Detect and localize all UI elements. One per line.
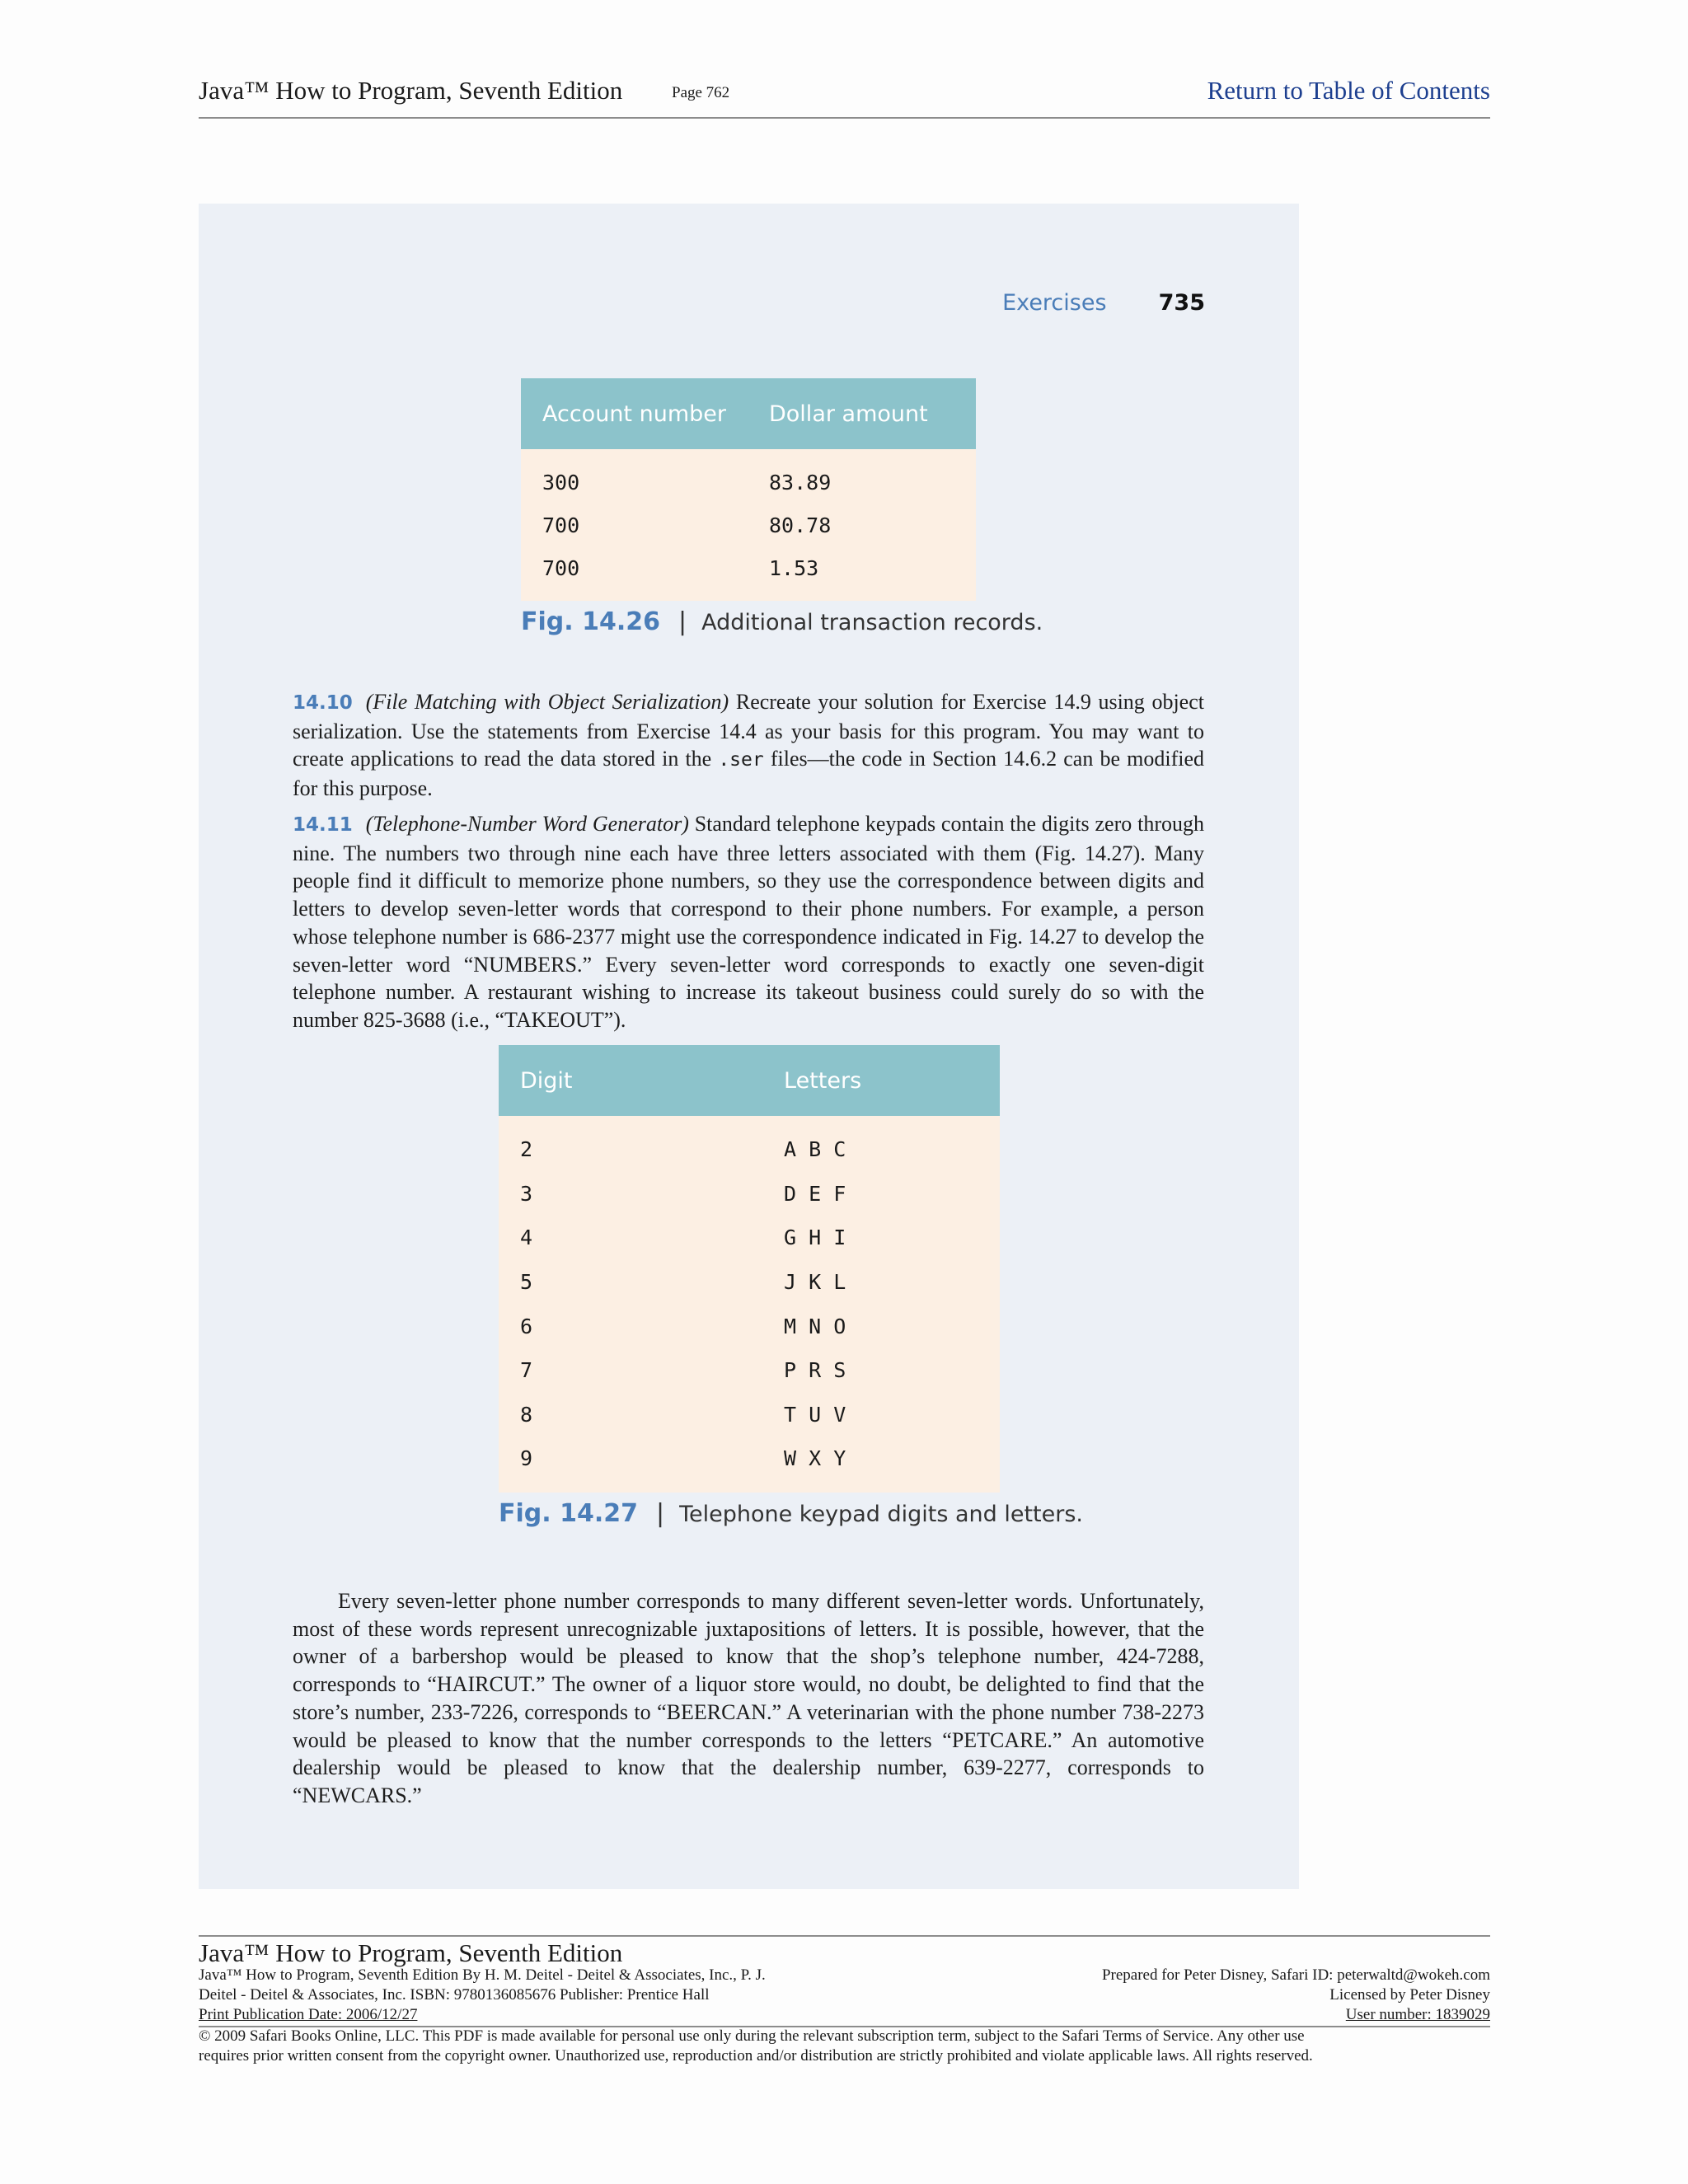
exercise-title: (Telephone-Number Word Generator) bbox=[365, 812, 689, 836]
figure-caption-text: Additional transaction records. bbox=[701, 610, 1043, 635]
table-cell: 700 bbox=[542, 555, 580, 580]
top-header bbox=[199, 76, 1490, 119]
footer-licensed-by: Licensed by Peter Disney bbox=[1329, 1986, 1490, 2004]
table-cell: D E F bbox=[784, 1181, 846, 1206]
column-header: Letters bbox=[784, 1067, 862, 1094]
exercise-number: 14.10 bbox=[293, 692, 353, 714]
table-cell: 4 bbox=[520, 1226, 533, 1250]
page-panel bbox=[199, 204, 1299, 1889]
section-name: Exercises bbox=[1002, 290, 1107, 316]
exercise-14-10 bbox=[293, 688, 1204, 803]
inline-code: .ser bbox=[718, 749, 764, 771]
table-cell: W X Y bbox=[784, 1446, 846, 1471]
table-header-row bbox=[521, 378, 976, 449]
exercise-text: Standard telephone keypads contain the digits zero through nine. The numbers two through nine each have three letters associated with them (Fig. 14.27). Many people find it difficult to memorize phone numbers, so they use the correspondence between digits and letters to develop seven-letter words that correspond to their phone numbers. For example, a person whose telephone number is 686-2377 might use the correspondence indicated in Fig. 14.27 to develop the seven-letter word “NUMBERS.” Every seven-letter word corresponds to exactly one seven-digit telephone number. A restaurant wishing to increase its takeout business could surely do so with the number 825-3688 (i.e., “TAKEOUT”). bbox=[293, 812, 1204, 1032]
table-row bbox=[499, 1393, 1000, 1437]
table-cell: T U V bbox=[784, 1402, 846, 1427]
body-paragraph: Every seven-letter phone number corresponds to many different seven-letter words. Unfortunately, most of these words represent unrecognizable juxtapositions of letters. It is possible, however, that the owner of a barbershop would be pleased to know that the shop’s telephone number, 424-7288, corresponds to “HAIRCUT.” The owner of a liquor store would, no doubt, be delighted to find that the store’s number, 233-7226, corresponds to “BEERCAN.” A veterinarian with the phone number 738-2273 would be pleased to know that the number corresponds to the letters “PETCARE.” An automotive dealership would be pleased to know that the dealership number, 639-2277, corresponds to “NEWCARS.” bbox=[293, 1589, 1204, 1807]
table-row bbox=[499, 1216, 1000, 1260]
table-cell: 700 bbox=[542, 513, 580, 537]
table-cell: 6 bbox=[520, 1314, 533, 1338]
table-cell: 3 bbox=[520, 1181, 533, 1206]
table-cell: 7 bbox=[520, 1358, 533, 1383]
table-row bbox=[521, 546, 976, 601]
table-cell: 2 bbox=[520, 1137, 533, 1162]
exercise-text: Recreate your solution for Exercise 14.9 using object serialization. Use the statements from Exercise 14.4 as your basis for this program. You may want to create applications to read the data stored in the bbox=[293, 690, 1204, 771]
figure-caption bbox=[521, 607, 1043, 636]
table-row bbox=[521, 449, 976, 504]
footer-prepared-for: Prepared for Peter Disney, Safari ID: peterwaltd@wokeh.com bbox=[1101, 1966, 1490, 1984]
footer-user-number: User number: 1839029 bbox=[1345, 2006, 1490, 2023]
caption-separator: | bbox=[655, 1499, 665, 1528]
footer-book-info: Java™ How to Program, Seventh Edition By H. M. Deitel - Deitel & Associates, Inc., P. J. bbox=[199, 1966, 766, 1984]
footer bbox=[199, 1935, 1490, 2064]
figure-number: Fig. 14.27 bbox=[499, 1499, 638, 1528]
column-header: Digit bbox=[520, 1067, 573, 1094]
column-header: Dollar amount bbox=[769, 401, 928, 427]
footer-publisher-info: Deitel - Deitel & Associates, Inc. ISBN: 9780136085676 Publisher: Prentice Hall bbox=[199, 1986, 710, 2004]
exercise-14-11 bbox=[293, 810, 1204, 1034]
exercise-number: 14.11 bbox=[293, 814, 353, 836]
table-cell: P R S bbox=[784, 1358, 846, 1383]
table-cell: 83.89 bbox=[769, 470, 832, 494]
figure-caption-text: Telephone keypad digits and letters. bbox=[679, 1502, 1084, 1527]
table-cell: 300 bbox=[542, 470, 580, 494]
table-row bbox=[499, 1116, 1000, 1172]
table-row bbox=[499, 1304, 1000, 1348]
table-cell: M N O bbox=[784, 1314, 846, 1338]
table-cell: 8 bbox=[520, 1402, 533, 1427]
exercise-title: (File Matching with Object Serialization) bbox=[365, 690, 729, 714]
table-cell: 9 bbox=[520, 1446, 533, 1471]
return-to-toc-link[interactable]: Return to Table of Contents bbox=[1207, 76, 1490, 105]
table-cell: 5 bbox=[520, 1270, 533, 1295]
column-header: Account number bbox=[542, 401, 726, 427]
transaction-records-table bbox=[521, 378, 976, 601]
table-cell: A B C bbox=[784, 1137, 846, 1162]
caption-separator: | bbox=[678, 607, 687, 636]
table-cell: J K L bbox=[784, 1270, 846, 1295]
running-head bbox=[1002, 290, 1205, 316]
figure-caption bbox=[499, 1499, 1083, 1528]
table-header-row bbox=[499, 1045, 1000, 1116]
keypad-letters-table bbox=[499, 1045, 1000, 1493]
table-cell: G H I bbox=[784, 1226, 846, 1250]
table-row bbox=[499, 1348, 1000, 1393]
table-row bbox=[499, 1260, 1000, 1305]
table-row bbox=[499, 1172, 1000, 1216]
table-row bbox=[499, 1436, 1000, 1493]
footer-book-title: Java™ How to Program, Seventh Edition bbox=[199, 1938, 623, 1967]
table-row bbox=[521, 504, 976, 546]
footer-copyright-line-2: requires prior written consent from the copyright owner. Unauthorized use, reproduction and/or distribution are strictly prohibited and violate applicable laws. All rights reserved. bbox=[199, 2047, 1313, 2064]
page-number: 735 bbox=[1158, 290, 1205, 316]
table-cell: 80.78 bbox=[769, 513, 832, 537]
exercise-text: files—the code in Section 14.6.2 can be modified for this purpose. bbox=[293, 747, 1204, 801]
footer-publication-date: Print Publication Date: 2006/12/27 bbox=[199, 2006, 418, 2023]
figure-number: Fig. 14.26 bbox=[521, 607, 660, 636]
table-cell: 1.53 bbox=[769, 555, 819, 580]
book-title: Java™ How to Program, Seventh Edition bbox=[199, 76, 623, 105]
page-label: Page 762 bbox=[672, 84, 730, 101]
footer-copyright-line-1: © 2009 Safari Books Online, LLC. This PDF is made available for personal use only during the relevant subscription term, subject to the Safari Terms of Service. Any other use bbox=[199, 2027, 1305, 2045]
